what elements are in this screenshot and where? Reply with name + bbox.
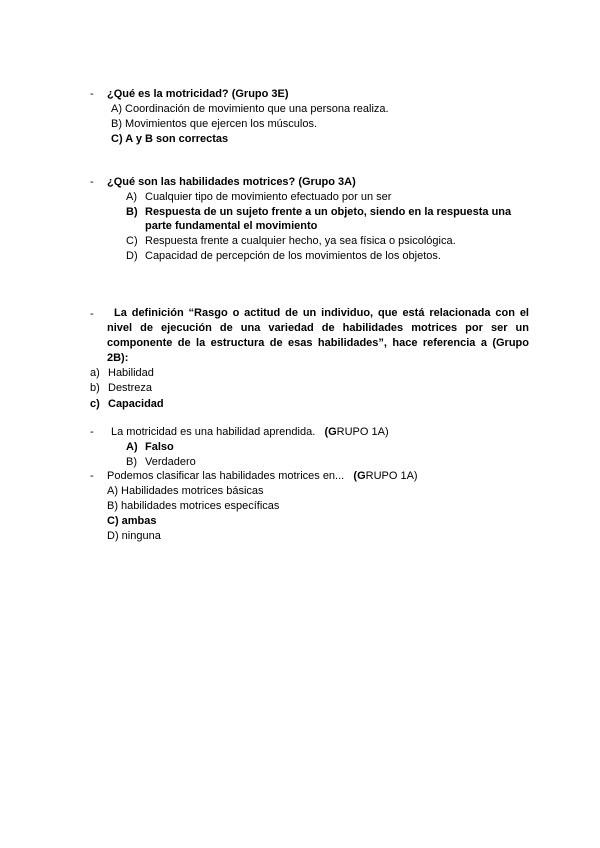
question-4-group-bold: (G [324, 426, 337, 438]
q5-option-a: A) Habilidades motrices básicas [107, 485, 264, 497]
q3-option-a: Habilidad [108, 367, 154, 379]
bullet-q4: - [90, 426, 94, 438]
q3-option-c: Capacidad [108, 398, 164, 410]
bullet-q2: - [90, 176, 94, 188]
question-1: ¿Qué es la motricidad? (Grupo 3E) [107, 88, 289, 100]
q5-option-b: B) habilidades motrices específicas [107, 500, 280, 512]
question-2: ¿Qué son las habilidades motrices? (Grupo 3A) [107, 176, 356, 188]
q1-option-b: B) Movimientos que ejercen los músculos. [111, 118, 318, 130]
bullet-q1: - [90, 88, 94, 100]
q2-option-b-letter: B) [126, 206, 138, 218]
q5-option-c: C) ambas [107, 515, 157, 527]
question-5 [107, 469, 418, 483]
q2-option-b-cont: parte fundamental el movimiento [145, 220, 318, 232]
q3-option-a-letter: a) [90, 367, 100, 379]
q2-option-a-letter: A) [126, 191, 137, 203]
q1-option-c: C) A y B son correctas [111, 133, 229, 145]
q3-option-c-letter: c) [90, 398, 100, 410]
question-4-text: La motricidad es una habilidad aprendida. [111, 426, 316, 438]
q5-option-d: D) ninguna [107, 530, 161, 542]
q4-option-b: Verdadero [145, 456, 196, 468]
q3-option-b-letter: b) [90, 382, 100, 394]
question-4 [111, 425, 389, 439]
q4-option-b-letter: B) [126, 456, 137, 468]
q2-option-d-letter: D) [126, 250, 138, 262]
question-5-text: Podemos clasificar las habilidades motrices en... [107, 470, 345, 482]
q1-option-a: A) Coordinación de movimiento que una persona realiza. [111, 103, 389, 115]
bullet-q3: - [90, 308, 94, 320]
question-5-group-bold: (G [353, 470, 366, 482]
q2-option-c: Respuesta frente a cualquier hecho, ya sea física o psicológica. [145, 235, 456, 247]
question-5-group: RUPO 1A) [365, 470, 418, 482]
bullet-q5: - [90, 470, 94, 482]
q3-option-b: Destreza [108, 382, 153, 394]
q2-option-a: Cualquier tipo de movimiento efectuado por un ser [145, 191, 392, 203]
question-4-group: RUPO 1A) [336, 426, 389, 438]
q2-option-b: Respuesta de un sujeto frente a un objeto, siendo en la respuesta una [145, 206, 512, 218]
q4-option-a-letter: A) [126, 441, 138, 453]
q4-option-a: Falso [145, 441, 174, 453]
question-3: La definición “Rasgo o actitud de un individuo, que está relacionada con el nivel de ejecución de una variedad de habilidades motrices por ser un componente de la estructura de esas habilidades”, hace referencia a (Grupo 2B): [107, 307, 529, 364]
q2-option-c-letter: C) [126, 235, 138, 247]
q2-option-d: Capacidad de percepción de los movimientos de los objetos. [145, 250, 441, 262]
